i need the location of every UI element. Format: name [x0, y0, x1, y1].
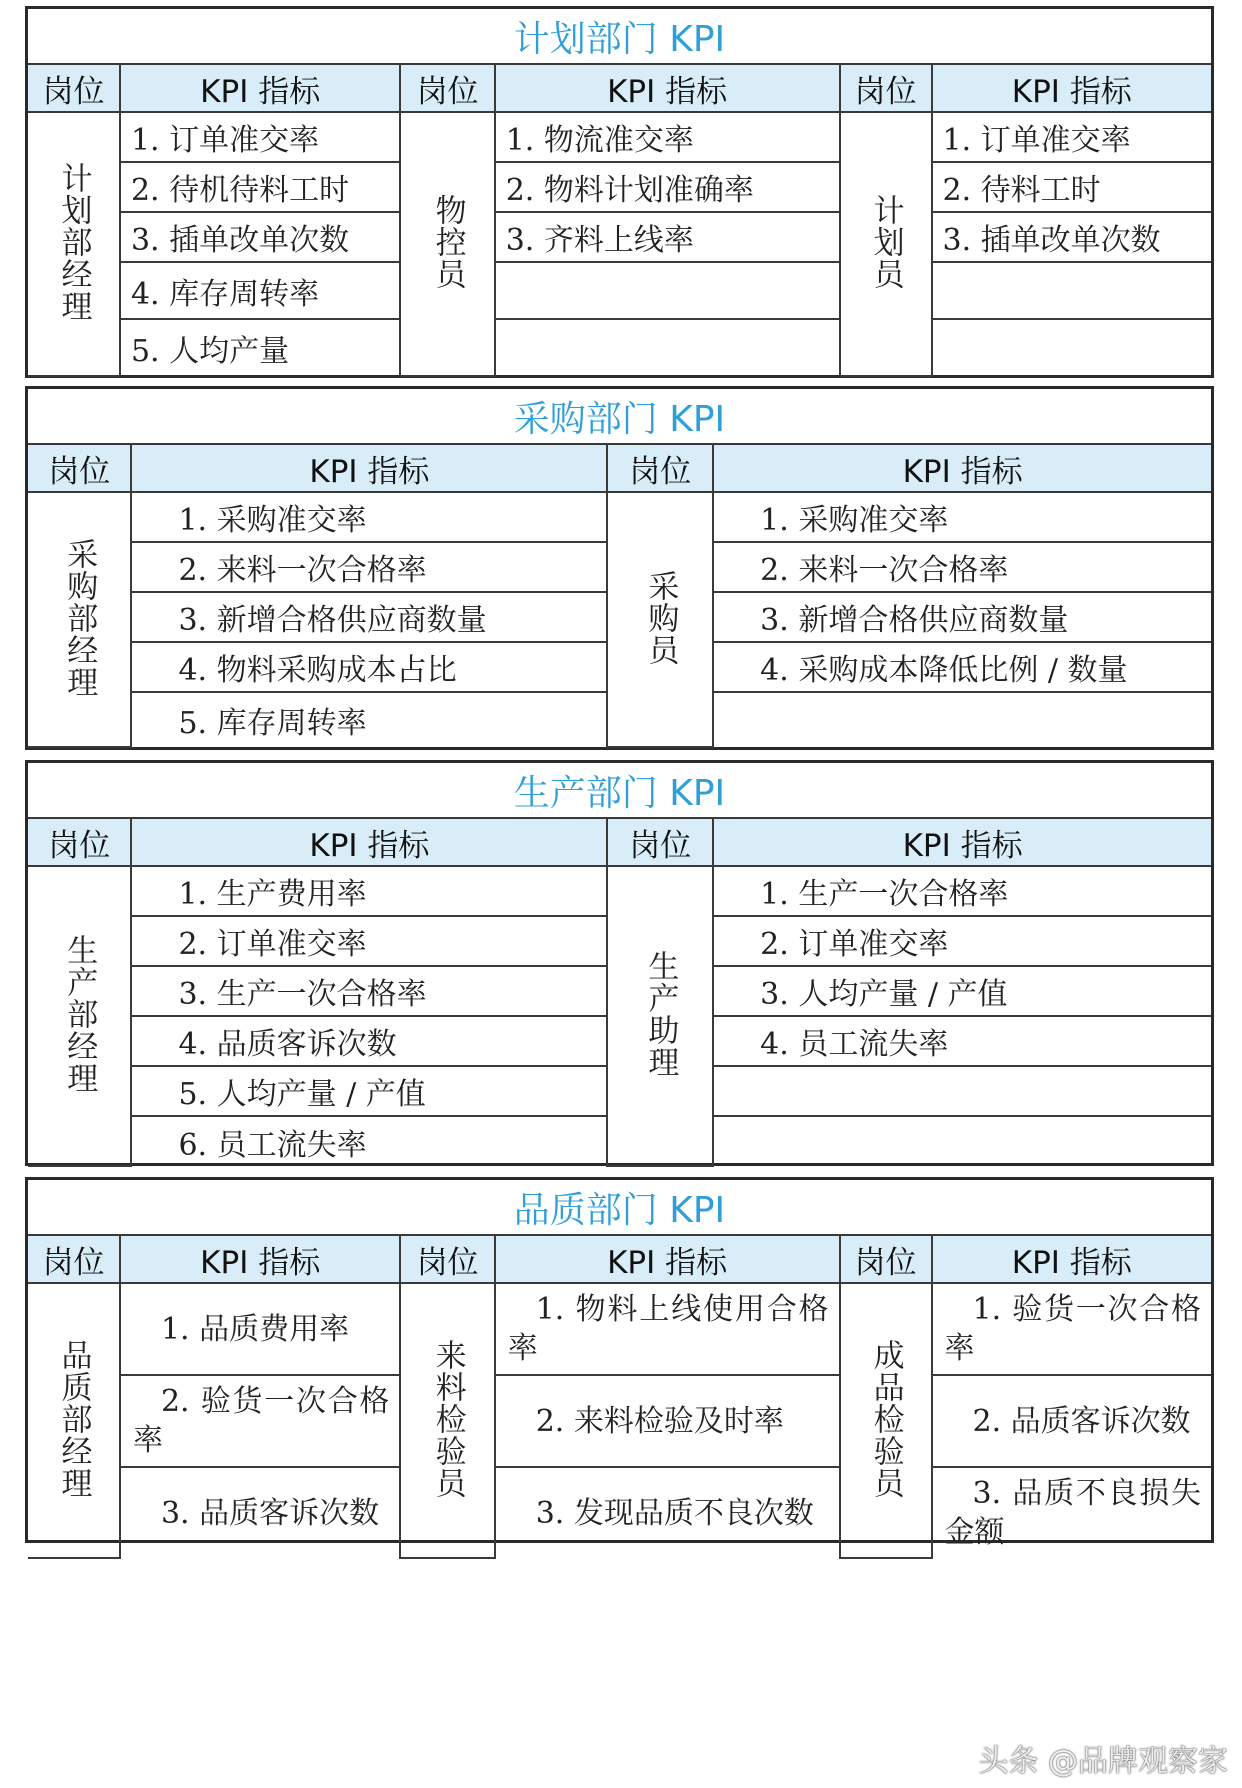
- kpi-item: 3. 发现品质不良次数: [495, 1467, 840, 1558]
- header-role: 岗位: [400, 64, 494, 112]
- kpi-item: 3. 人均产量 / 产值: [713, 966, 1211, 1016]
- kpi-item: 2. 待料工时: [932, 162, 1212, 212]
- kpi-item: 3. 品质客诉次数: [120, 1467, 400, 1558]
- header-kpi: KPI 指标: [120, 1235, 400, 1283]
- role-name: 生产部经理: [61, 934, 98, 1094]
- kpi-item: 1. 订单准交率: [120, 112, 400, 162]
- header-role: 岗位: [28, 444, 131, 492]
- kpi-item: 4. 库存周转率: [120, 262, 400, 319]
- kpi-item: 6. 员工流失率: [131, 1116, 607, 1166]
- kpi-item: 5. 人均产量: [120, 319, 400, 376]
- role-name: 生产助理: [642, 950, 679, 1078]
- kpi-item: 3. 生产一次合格率: [131, 966, 607, 1016]
- header-kpi: KPI 指标: [495, 1235, 840, 1283]
- kpi-item: 1. 订单准交率: [932, 112, 1212, 162]
- kpi-item: 1. 物流准交率: [495, 112, 840, 162]
- production-kpi-section: [25, 760, 1214, 1166]
- role-name: 采购部经理: [61, 537, 98, 698]
- kpi-item: 2. 来料一次合格率: [131, 542, 607, 592]
- purchasing-kpi-section: [25, 386, 1214, 750]
- kpi-item: 1. 物料上线使用合格率: [495, 1283, 840, 1375]
- kpi-item: 2. 订单准交率: [131, 916, 607, 966]
- kpi-item: 2. 来料检验及时率: [495, 1375, 840, 1467]
- kpi-item: 4. 物料采购成本占比: [131, 642, 607, 692]
- role-cell: [840, 112, 932, 376]
- kpi-item: 1. 采购准交率: [713, 492, 1211, 542]
- section-title: 计划部门 KPI: [28, 9, 1211, 64]
- kpi-item-empty: [932, 262, 1212, 319]
- section-title: 品质部门 KPI: [28, 1180, 1211, 1235]
- header-role: 岗位: [607, 444, 713, 492]
- role-name: 来料检验员: [429, 1338, 466, 1499]
- kpi-item: 2. 来料一次合格率: [713, 542, 1211, 592]
- role-cell: [400, 1283, 494, 1558]
- kpi-item: 3. 插单改单次数: [932, 212, 1212, 262]
- header-kpi: KPI 指标: [713, 818, 1211, 866]
- header-role: 岗位: [28, 818, 131, 866]
- kpi-item: 1. 生产费用率: [131, 866, 607, 916]
- role-cell: [28, 866, 131, 1166]
- role-cell: [607, 492, 713, 747]
- kpi-item: 2. 物料计划准确率: [495, 162, 840, 212]
- kpi-item: 4. 采购成本降低比例 / 数量: [713, 642, 1211, 692]
- kpi-item: 1. 生产一次合格率: [713, 866, 1211, 916]
- kpi-item: 3. 插单改单次数: [120, 212, 400, 262]
- role-name: 物控员: [429, 194, 466, 290]
- kpi-item: 5. 库存周转率: [131, 692, 607, 747]
- kpi-item: 4. 员工流失率: [713, 1016, 1211, 1066]
- role-cell: [28, 112, 120, 376]
- kpi-item: 3. 品质不良损失金额: [932, 1467, 1212, 1558]
- kpi-item: 1. 验货一次合格率: [932, 1283, 1212, 1375]
- header-kpi: KPI 指标: [131, 818, 607, 866]
- role-name: 品质部经理: [55, 1338, 92, 1499]
- section-title: 采购部门 KPI: [28, 389, 1211, 444]
- kpi-item-empty: [713, 692, 1211, 747]
- kpi-item: 2. 品质客诉次数: [932, 1375, 1212, 1467]
- header-role: 岗位: [607, 818, 713, 866]
- header-role: 岗位: [400, 1235, 494, 1283]
- header-kpi: KPI 指标: [932, 64, 1212, 112]
- kpi-item: 4. 品质客诉次数: [131, 1016, 607, 1066]
- role-name: 计划部经理: [55, 162, 92, 322]
- kpi-item: 3. 新增合格供应商数量: [713, 592, 1211, 642]
- watermark: 头条 @品牌观察家: [978, 1744, 1228, 1779]
- role-name: 计划员: [867, 194, 904, 290]
- header-kpi: KPI 指标: [120, 64, 400, 112]
- kpi-item: 2. 验货一次合格率: [120, 1375, 400, 1467]
- header-kpi: KPI 指标: [713, 444, 1211, 492]
- role-cell: [28, 1283, 120, 1558]
- section-title: 生产部门 KPI: [28, 763, 1211, 818]
- header-kpi: KPI 指标: [495, 64, 840, 112]
- header-role: 岗位: [840, 64, 932, 112]
- kpi-item-empty: [495, 319, 840, 376]
- header-role: 岗位: [840, 1235, 932, 1283]
- kpi-item: 1. 采购准交率: [131, 492, 607, 542]
- kpi-item: 2. 订单准交率: [713, 916, 1211, 966]
- kpi-item: 3. 新增合格供应商数量: [131, 592, 607, 642]
- quality-kpi-section: [25, 1177, 1214, 1550]
- planning-kpi-section: [25, 6, 1214, 378]
- kpi-item-empty: [495, 262, 840, 319]
- kpi-item: 3. 齐料上线率: [495, 212, 840, 262]
- kpi-item: 2. 待机待料工时: [120, 162, 400, 212]
- kpi-item: 5. 人均产量 / 产值: [131, 1066, 607, 1116]
- role-name: 采购员: [642, 569, 679, 666]
- kpi-item-empty: [713, 1066, 1211, 1116]
- role-cell: [840, 1283, 932, 1558]
- role-cell: [400, 112, 494, 376]
- header-role: 岗位: [28, 64, 120, 112]
- kpi-item-empty: [932, 319, 1212, 376]
- header-role: 岗位: [28, 1235, 120, 1283]
- role-cell: [607, 866, 713, 1166]
- header-kpi: KPI 指标: [932, 1235, 1212, 1283]
- kpi-item-empty: [713, 1116, 1211, 1166]
- role-cell: [28, 492, 131, 747]
- header-kpi: KPI 指标: [131, 444, 607, 492]
- kpi-item: 1. 品质费用率: [120, 1283, 400, 1375]
- role-name: 成品检验员: [867, 1338, 904, 1499]
